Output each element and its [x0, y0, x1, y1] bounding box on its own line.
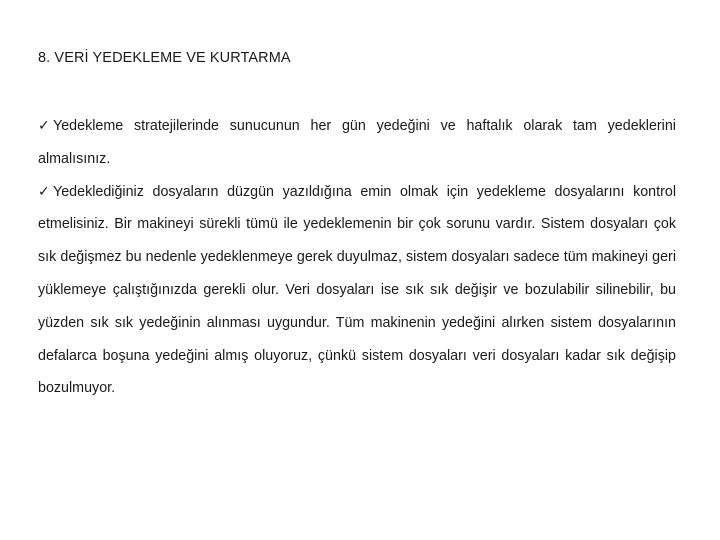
bullet-item: [38, 176, 676, 406]
check-icon: ✓: [38, 117, 50, 133]
bullet-item: [38, 110, 676, 176]
check-icon: ✓: [38, 182, 50, 199]
bullet-text: Yedekleme stratejilerinde sunucunun her gün yedeğini ve haftalık olarak tam yedeklerini almalısınız.: [38, 118, 676, 167]
page-heading: 8. VERİ YEDEKLEME VE KURTARMA: [38, 50, 291, 66]
bullet-list: [38, 110, 676, 405]
bullet-text: Yedeklediğiniz dosyaların düzgün yazıldığına emin olmak için yedekleme dosyalarını kontrol etmelisiniz. Bir makineyi sürekli tümü ile yedeklemenin bir çok sorunu vardır. Sistem dosyaları çok sık değişmez bu nedenle yedeklenmeye gerek duyulmaz, sistem dosyaları sadece tüm makineyi geri yüklemeye çalıştığınızda gerekli olur. Veri dosyaları ise sık sık değişir ve bozulabilir silinebilir, bu yüzden sık sık yedeğinin alınması uygundur. Tüm makinenin yedeğini alırken sistem dosyalarının defalarca boşuna yedeğini almış oluyoruz, çünkü sistem dosyaları veri dosyaları kadar sık değişip bozulmuyor.: [38, 183, 676, 397]
